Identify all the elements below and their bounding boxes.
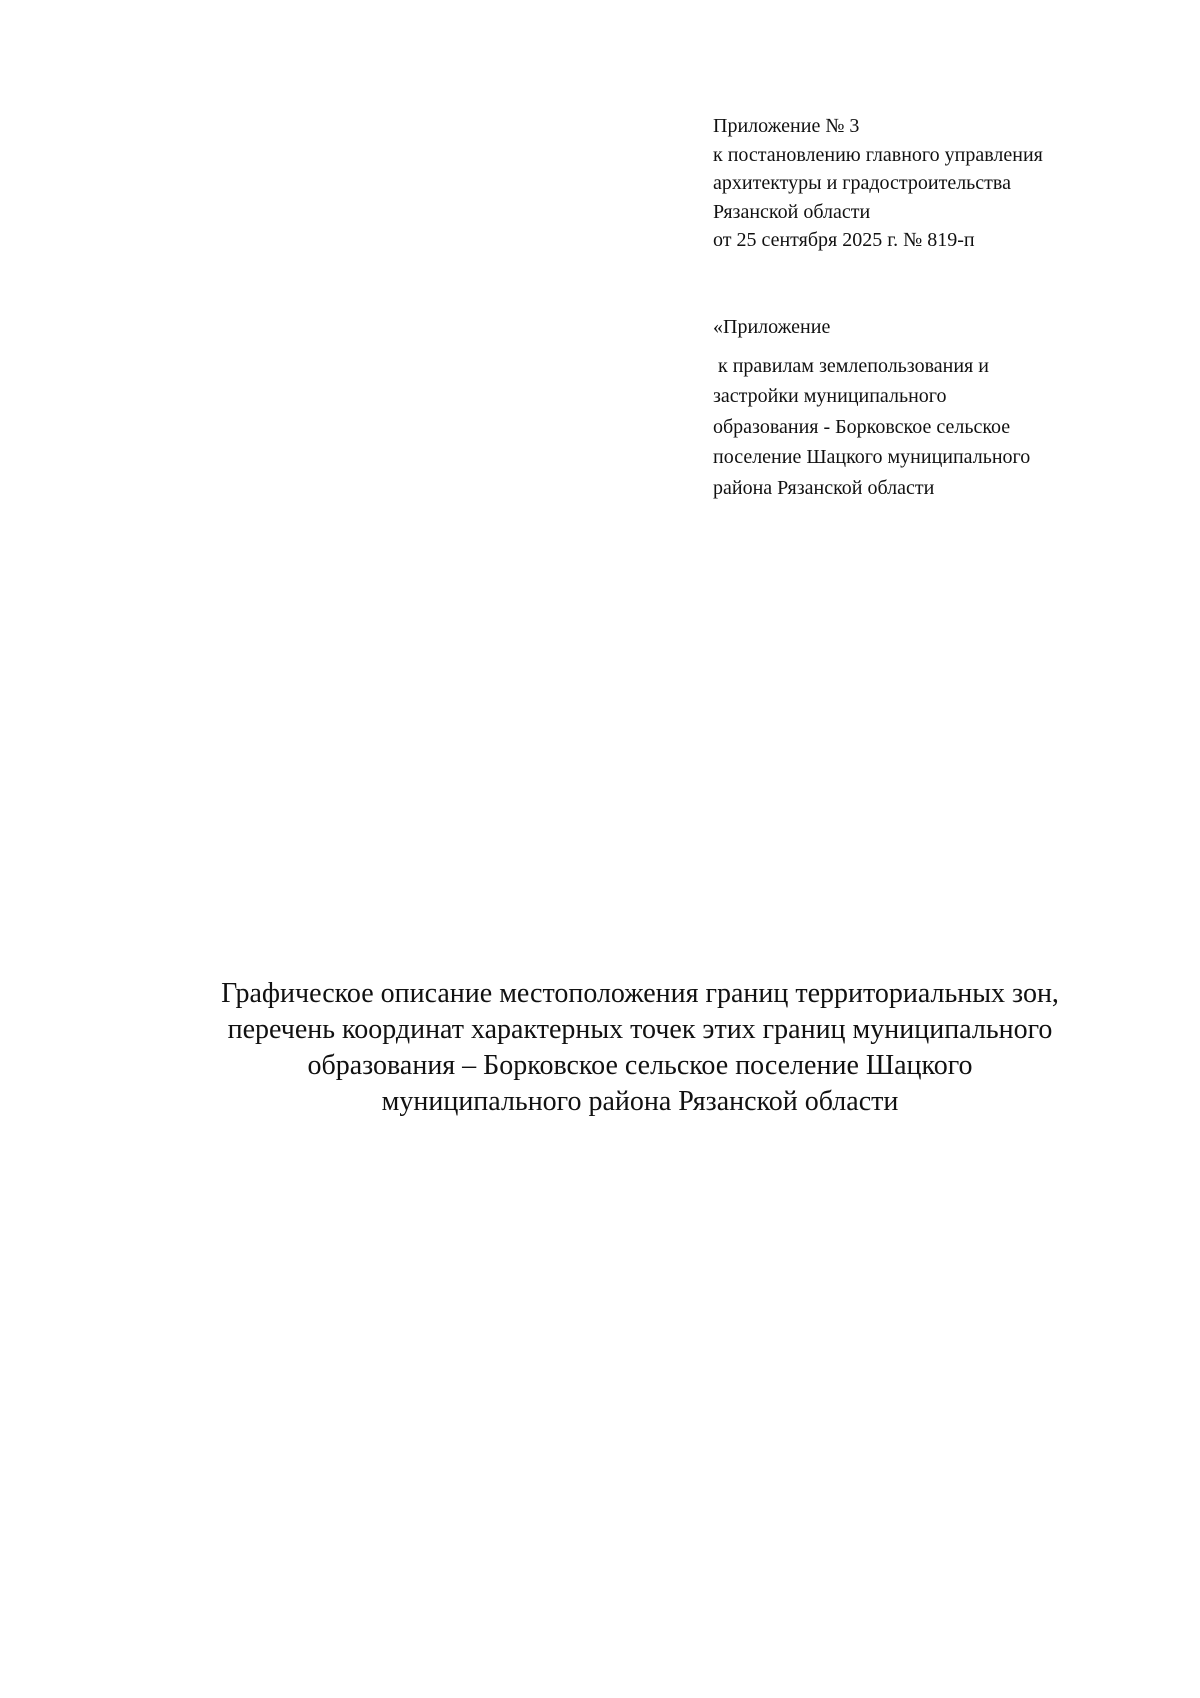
title-line: Графическое описание местоположения границ территориальных зон, (221, 978, 1059, 1009)
document-title (120, 976, 1160, 1120)
appendix-line: к постановлению главного управления (713, 143, 1043, 166)
rules-appendix-line: района Рязанской области (713, 476, 935, 499)
title-line: муниципального района Рязанской области (381, 1086, 899, 1117)
rules-appendix-line: застройки муниципального (713, 385, 947, 407)
rules-appendix-header (713, 312, 1153, 503)
title-line: перечень координат характерных точек этих границ муниципального (227, 1014, 1053, 1045)
appendix-header (713, 112, 1153, 255)
appendix-line: Рязанской области (713, 200, 871, 223)
appendix-line: Приложение № 3 (713, 115, 860, 137)
rules-appendix-line: «Приложение (713, 316, 831, 338)
appendix-line: архитектуры и градостроительства (713, 172, 1011, 194)
rules-appendix-line: поселение Шацкого муниципального (713, 446, 1031, 468)
rules-appendix-line: к правилам землепользования и (713, 354, 989, 377)
appendix-line: от 25 сентября 2025 г. № 819-п (713, 229, 975, 251)
rules-appendix-line: образования - Борковское сельское (713, 415, 1011, 438)
title-line: образования – Борковское сельское поселение Шацкого (307, 1050, 973, 1081)
